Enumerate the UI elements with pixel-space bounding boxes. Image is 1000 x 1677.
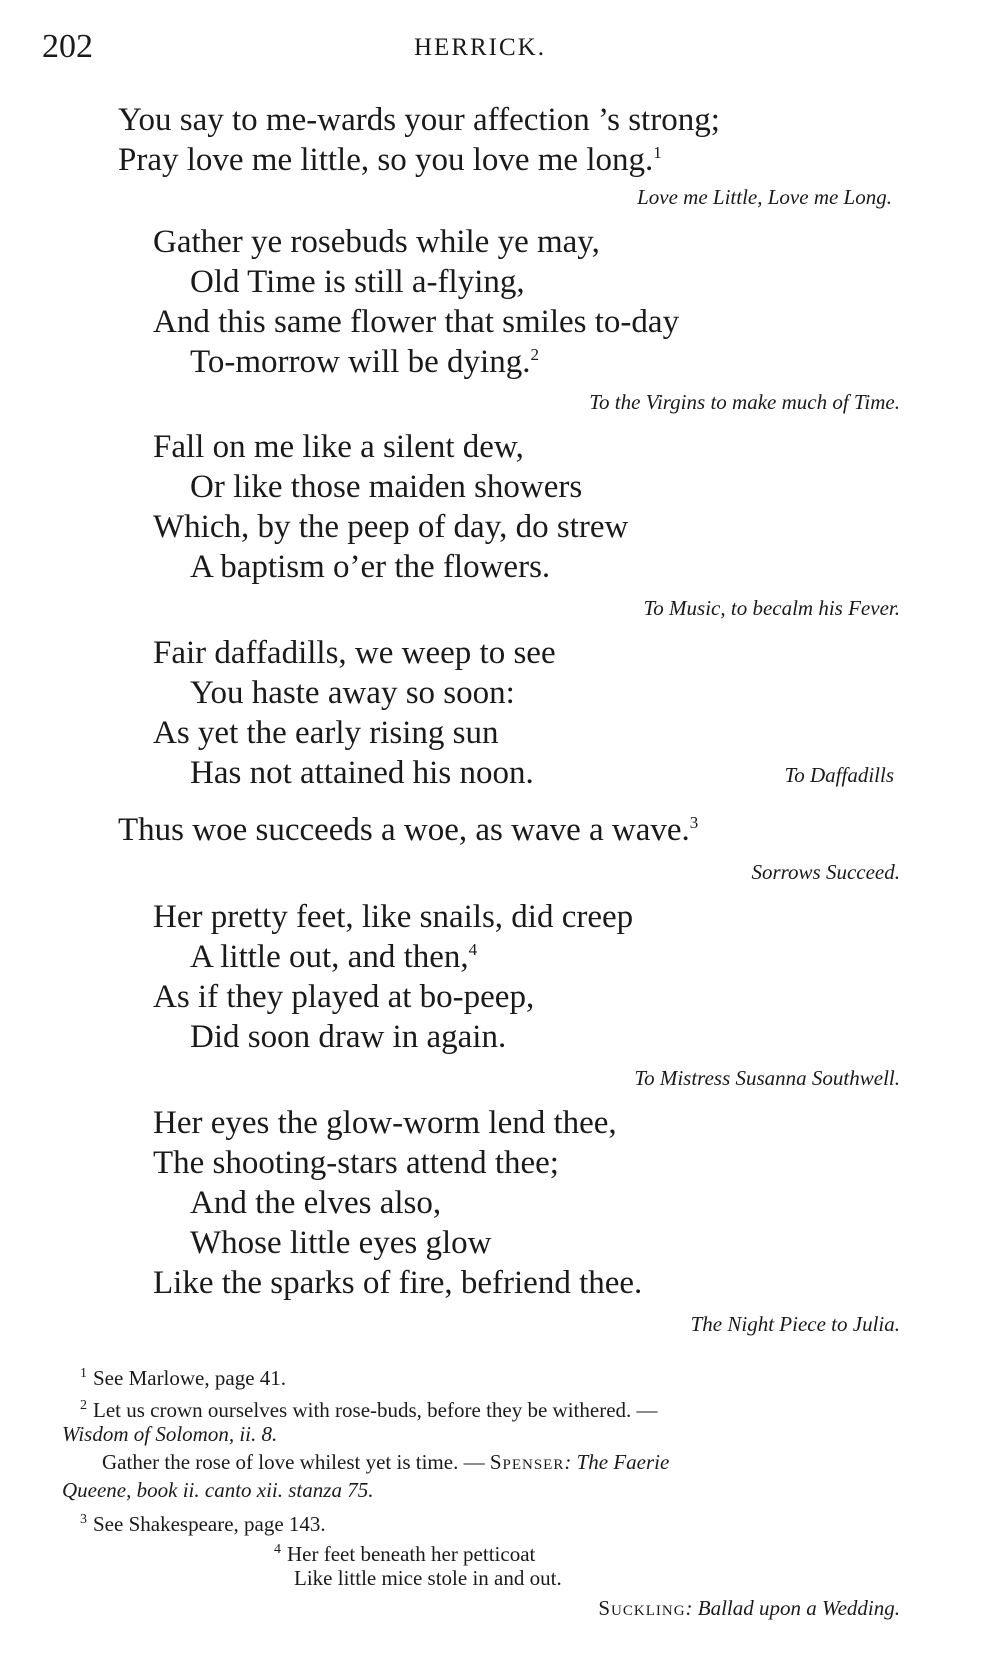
verse-line: To-morrow will be dying.$^2$	[190, 344, 539, 380]
verse-line: You say to me-wards your affection ’s strong;	[118, 102, 720, 138]
footnote-ref: 1	[653, 143, 662, 162]
verse-line: Gather ye rosebuds while ye may,	[153, 224, 600, 260]
footnote-continuation: Gather the rose of love whilest yet is time. — Spenser: The Faerie	[102, 1450, 670, 1474]
verse-line: Pray love me little, so you love me long.$^1$	[118, 142, 662, 178]
footnote-ref: 3	[689, 813, 699, 832]
citation: The Night Piece to Julia.	[690, 1312, 900, 1336]
footnote-continuation: Queene, book ii. canto xii. stanza 75.	[62, 1478, 374, 1502]
citation: To Daffadills	[784, 763, 894, 787]
footnote: $^2$ Let us crown ourselves with rose-buds, before they be withered. —	[80, 1398, 658, 1422]
verse-line: You haste away so soon:	[190, 675, 515, 711]
author-name: Spenser	[489, 1450, 565, 1474]
citation: Love me Little, Love me Long.	[637, 185, 892, 209]
footnote-ref: 4	[468, 940, 478, 959]
footnote-mark: 2	[80, 1398, 87, 1413]
citation: To Mistress Susanna Southwell.	[634, 1066, 900, 1090]
footnote-continuation: Like little mice stole in and out.	[294, 1566, 562, 1590]
verse-line: As if they played at bo-peep,	[153, 979, 535, 1015]
citation: To the Virgins to make much of Time.	[589, 390, 900, 414]
verse-line: Or like those maiden showers	[190, 469, 583, 505]
verse-line: Did soon draw in again.	[190, 1019, 507, 1055]
footnote: $^1$ See Marlowe, page 41.	[80, 1366, 287, 1390]
citation: To Music, to becalm his Fever.	[643, 596, 900, 620]
verse-line: Fall on me like a silent dew,	[153, 429, 524, 465]
footnote-continuation: Wisdom of Solomon, ii. 8.	[62, 1422, 278, 1446]
running-head: HERRICK.	[414, 34, 546, 61]
verse-line: And the elves also,	[190, 1185, 442, 1221]
page-number: 202	[42, 28, 93, 65]
verse-line: A little out, and then,$^4$	[190, 939, 478, 975]
verse-line: As yet the early rising sun	[153, 715, 499, 751]
author-name: Suckling	[598, 1596, 686, 1620]
verse-line: Thus woe succeeds a woe, as wave a wave.$^3$	[118, 812, 699, 848]
verse-line: Old Time is still a-flying,	[190, 264, 525, 300]
footnote: $^4$ Her feet beneath her petticoat	[274, 1542, 536, 1566]
verse-line: Like the sparks of fire, befriend thee.	[153, 1265, 643, 1301]
verse-line: Her eyes the glow-worm lend thee,	[153, 1105, 617, 1141]
verse-line: The shooting-stars attend thee;	[153, 1145, 559, 1181]
verse-line: Has not attained his noon.	[190, 755, 534, 791]
verse-line: Whose little eyes glow	[190, 1225, 492, 1261]
footnote: $^3$ See Shakespeare, page 143.	[80, 1512, 326, 1536]
verse-line: Which, by the peep of day, do strew	[153, 509, 629, 545]
verse-line: Her pretty feet, like snails, did creep	[153, 899, 634, 935]
verse-line: A baptism o’er the flowers.	[190, 549, 551, 585]
footnote-ref: 2	[530, 345, 539, 364]
footnote-mark: 3	[80, 1512, 87, 1527]
citation: Sorrows Succeed.	[751, 860, 900, 884]
footnote-mark: 1	[80, 1366, 87, 1381]
footnote-continuation: Suckling: Ballad upon a Wedding.	[598, 1596, 900, 1620]
verse-line: Fair daffadills, we weep to see	[153, 635, 556, 671]
footnote-mark: 4	[274, 1542, 281, 1557]
verse-line: And this same flower that smiles to-day	[153, 304, 680, 340]
